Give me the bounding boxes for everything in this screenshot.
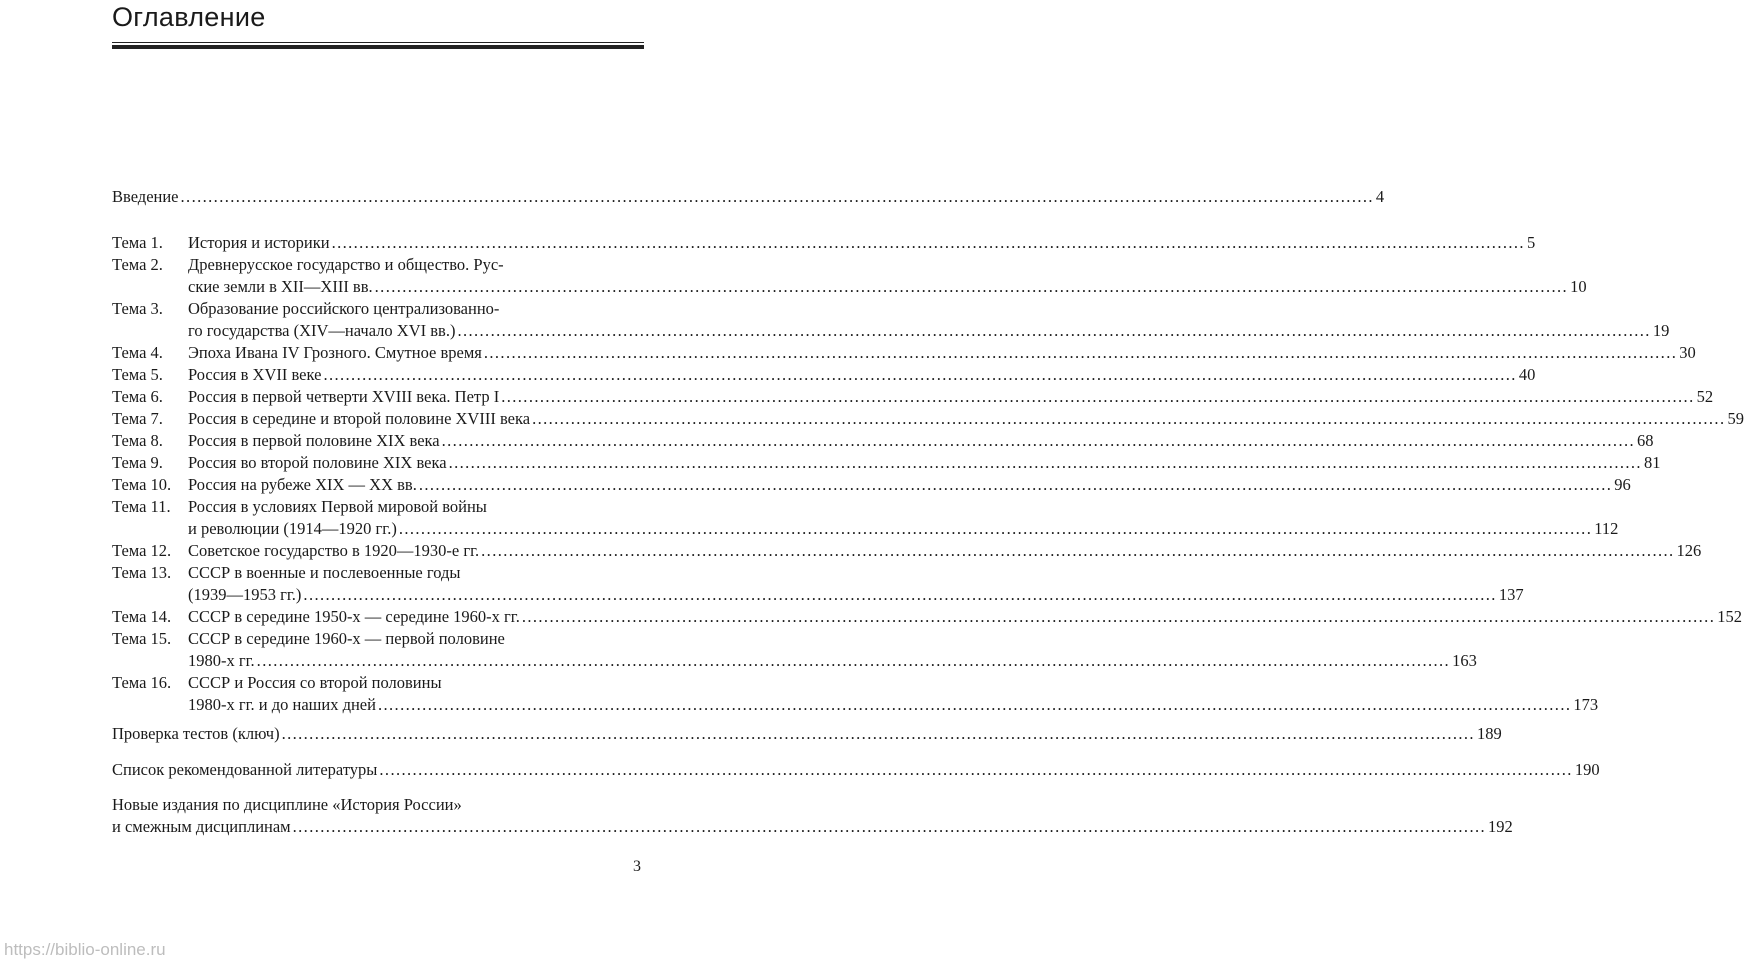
toc-entry-test-answers[interactable] xyxy=(112,722,1502,745)
toc-entry-text: го государства (XIV—начало XVI вв.) xyxy=(188,321,456,340)
topic-label: Тема 4. xyxy=(112,343,163,362)
toc-entry-topic-3[interactable] xyxy=(112,297,608,320)
toc-entry-topic-6[interactable] xyxy=(112,385,1714,408)
toc-page-number: 112 xyxy=(1594,519,1619,538)
dot-leader xyxy=(449,451,1642,474)
toc-page-number: 10 xyxy=(1570,277,1587,296)
topic-label: Тема 8. xyxy=(112,431,163,450)
dot-leader xyxy=(323,363,1516,386)
toc-entry-text: Россия в XVII веке xyxy=(188,365,322,384)
toc-entry-topic-10[interactable] xyxy=(112,473,1631,496)
toc-entry-text: и революции (1914—1920 гг.) xyxy=(188,519,397,538)
title-rule-thin xyxy=(112,42,644,43)
dot-leader xyxy=(375,275,1568,298)
toc-entry-topic-7[interactable] xyxy=(112,407,1744,430)
toc-entry-text: Россия в условиях Первой мировой войны xyxy=(188,497,487,516)
page-title: Оглавление xyxy=(112,2,266,32)
dot-leader xyxy=(399,517,1592,540)
topic-label: Тема 14. xyxy=(112,607,172,626)
toc-entry-topic-8[interactable] xyxy=(112,429,1654,452)
topic-label: Тема 13. xyxy=(112,563,172,582)
dot-leader xyxy=(484,341,1677,364)
toc-entry-text: Древнерусское государство и общество. Рус- xyxy=(188,255,504,274)
toc-entry-text: 1980-х гг. и до наших дней xyxy=(188,695,376,714)
toc-page-number: 163 xyxy=(1452,651,1477,670)
toc-page-number: 189 xyxy=(1476,724,1502,743)
toc-entry-topic-16[interactable] xyxy=(112,671,608,694)
dot-leader xyxy=(442,429,1635,452)
dot-leader xyxy=(181,185,1374,208)
dot-leader xyxy=(419,473,1612,496)
toc-entry-text: Список рекомендованной литературы xyxy=(112,760,378,779)
toc-entry-topic-11-cont[interactable] xyxy=(112,517,1619,540)
toc-entry-topic-15[interactable] xyxy=(112,627,608,650)
topic-label: Тема 1. xyxy=(112,233,163,252)
dot-leader xyxy=(293,815,1486,838)
toc-entry-topic-11[interactable] xyxy=(112,495,608,518)
dot-leader xyxy=(457,319,1650,342)
toc-entry-text: Россия на рубеже XIX — XX вв. xyxy=(188,475,417,494)
dot-leader xyxy=(522,605,1715,628)
toc-page-number: 30 xyxy=(1679,343,1696,362)
toc-entry-text: (1939—1953 гг.) xyxy=(188,585,302,604)
topic-label: Тема 9. xyxy=(112,453,163,472)
dot-leader xyxy=(481,539,1674,562)
topic-label: Тема 10. xyxy=(112,475,172,494)
toc-page-number: 40 xyxy=(1518,365,1536,384)
toc-page-number: 126 xyxy=(1676,541,1702,560)
title-rule-thick xyxy=(112,45,644,49)
toc-entry-text: СССР в середине 1950-х — середине 1960-х гг. xyxy=(188,607,520,626)
toc-entry-topic-13[interactable] xyxy=(112,561,608,584)
topic-label: Тема 7. xyxy=(112,409,163,428)
dot-leader xyxy=(378,693,1571,716)
toc-entry-text: СССР и Россия со второй половины xyxy=(188,673,442,692)
toc-entry-topic-16-cont[interactable] xyxy=(112,693,1599,716)
toc-entry-text: Введение xyxy=(112,187,179,206)
toc-page-number: 190 xyxy=(1574,760,1600,779)
toc-page-number: 52 xyxy=(1696,387,1714,406)
dot-leader xyxy=(332,231,1525,254)
toc-entry-text: Образование российского централизованно- xyxy=(188,299,500,318)
topic-label: Тема 16. xyxy=(112,673,172,692)
toc-entry-topic-15-cont[interactable] xyxy=(112,649,1477,672)
toc-page-number: 68 xyxy=(1637,431,1654,450)
toc-entry-text: СССР в военные и послевоенные годы xyxy=(188,563,461,582)
toc-entry-text: Россия в первой четверти XVIII века. Петр I xyxy=(188,387,500,406)
topic-label: Тема 2. xyxy=(112,255,163,274)
toc-entry-new-editions[interactable] xyxy=(112,793,608,816)
toc-entry-text: Новые издания по дисциплине «История России» xyxy=(112,795,462,814)
toc-entry-new-editions-cont[interactable] xyxy=(112,815,1513,838)
toc-page-number: 4 xyxy=(1375,187,1385,206)
topic-label: Тема 12. xyxy=(112,541,172,560)
toc-entry-topic-3-cont[interactable] xyxy=(112,319,1670,342)
toc-entry-text: и смежным дисциплинам xyxy=(112,817,291,836)
toc-entry-text: СССР в середине 1960-х — первой половине xyxy=(188,629,505,648)
toc-page-number: 152 xyxy=(1717,607,1742,626)
toc-page-number: 59 xyxy=(1727,409,1744,428)
page-number: 3 xyxy=(633,858,641,875)
toc-entry-text: Россия во второй половине XIX века xyxy=(188,453,447,472)
topic-label: Тема 15. xyxy=(112,629,172,648)
toc-entry-topic-4[interactable] xyxy=(112,341,1696,364)
toc-entry-topic-12[interactable] xyxy=(112,539,1702,562)
toc-entry-bibliography[interactable] xyxy=(112,758,1600,781)
toc-page-number: 96 xyxy=(1614,475,1631,494)
toc-entry-topic-2-cont[interactable] xyxy=(112,275,1587,298)
topic-label: Тема 6. xyxy=(112,387,163,406)
toc-entry-topic-2[interactable] xyxy=(112,253,608,276)
topic-label: Тема 5. xyxy=(112,365,163,384)
dot-leader xyxy=(532,407,1725,430)
toc-entry-text: Эпоха Ивана IV Грозного. Смутное время xyxy=(188,343,482,362)
toc-entry-text: Советское государство в 1920—1930-е гг. xyxy=(188,541,480,560)
dot-leader xyxy=(379,758,1572,781)
dot-leader xyxy=(257,649,1450,672)
toc-entry-topic-5[interactable] xyxy=(112,363,1536,386)
toc-entry-text: Россия в середине и второй половине XVIII века xyxy=(188,409,531,428)
toc-entry-topic-13-cont[interactable] xyxy=(112,583,1524,606)
topic-label: Тема 11. xyxy=(112,497,171,516)
toc-entry-text: История и историки xyxy=(188,233,330,252)
toc-entry-intro[interactable] xyxy=(112,185,1385,208)
toc-entry-topic-14[interactable] xyxy=(112,605,1742,628)
toc-page-number: 192 xyxy=(1488,817,1513,836)
dot-leader xyxy=(303,583,1496,606)
topic-label: Тема 3. xyxy=(112,299,163,318)
toc-entry-topic-9[interactable] xyxy=(112,451,1661,474)
dot-leader xyxy=(501,385,1694,408)
toc-page-number: 5 xyxy=(1526,233,1536,252)
toc-entry-topic-1[interactable] xyxy=(112,231,1536,254)
toc-page-number: 173 xyxy=(1573,695,1599,714)
toc-entry-text: Россия в первой половине XIX века xyxy=(188,431,440,450)
toc-entry-text: 1980-х гг. xyxy=(188,651,255,670)
toc-page-number: 19 xyxy=(1652,321,1670,340)
source-url-watermark: https://biblio-online.ru xyxy=(4,940,166,959)
toc-entry-text: Проверка тестов (ключ) xyxy=(112,724,280,743)
toc-page-number: 137 xyxy=(1498,585,1524,604)
dot-leader xyxy=(282,722,1475,745)
toc-entry-text: ские земли в XII—XIII вв. xyxy=(188,277,373,296)
toc-page-number: 81 xyxy=(1643,453,1661,472)
